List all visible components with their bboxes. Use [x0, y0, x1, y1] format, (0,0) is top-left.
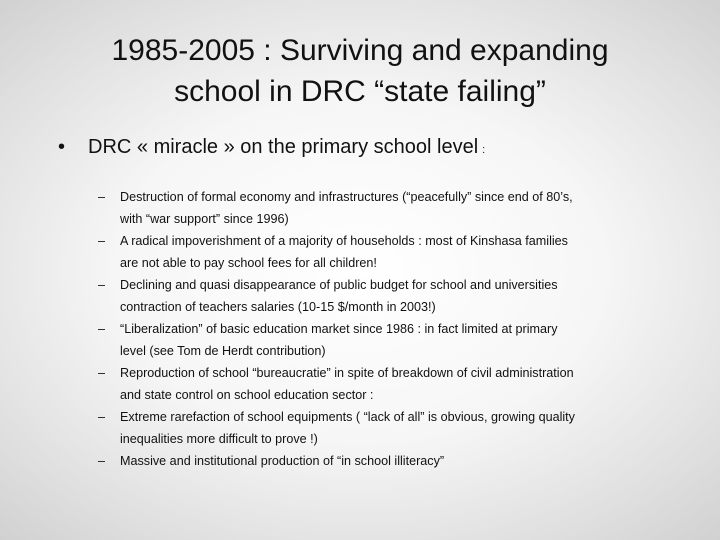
sub-bullet-list [98, 186, 698, 472]
sub-bullet-item [98, 450, 698, 472]
sub-bullet-line: Reproduction of school “bureaucratie” in spite of breakdown of civil administration [120, 366, 574, 380]
dash-icon: – [98, 322, 106, 336]
sub-bullet-item [98, 186, 698, 230]
sub-bullet-line: and state control on school education sector : [120, 388, 374, 402]
sub-bullet-line: Massive and institutional production of “in school illiteracy” [120, 454, 445, 468]
sub-bullet-item [98, 274, 698, 318]
sub-bullet-line: with “war support” since 1996) [120, 212, 289, 226]
dash-icon: – [98, 278, 106, 292]
sub-bullet-line: level (see Tom de Herdt contribution) [120, 344, 326, 358]
sub-bullet-line: A radical impoverishment of a majority of households : most of Kinshasa families [120, 234, 568, 248]
sub-bullet-line: are not able to pay school fees for all children! [120, 256, 377, 270]
dash-icon: – [98, 234, 106, 248]
dash-icon: – [98, 454, 106, 468]
dash-icon: – [98, 366, 106, 380]
main-bullet-colon: : [482, 144, 486, 156]
slide-title-line-2: school in DRC “state failing” [174, 75, 546, 108]
sub-bullet-line: contraction of teachers salaries (10-15 $/month in 2003!) [120, 300, 436, 314]
main-bullet [58, 134, 698, 163]
sub-bullet-line: inequalities more difficult to prove !) [120, 432, 318, 446]
sub-bullet-line: Extreme rarefaction of school equipments ( “lack of all” is obvious, growing quality [120, 410, 575, 424]
sub-bullet-item [98, 362, 698, 406]
slide-title-line-1: 1985-2005 : Surviving and expanding [111, 34, 609, 67]
bullet-dot-icon: • [58, 136, 66, 158]
sub-bullet-item [98, 318, 698, 362]
sub-bullet-item [98, 230, 698, 274]
slide-title [40, 30, 680, 112]
sub-bullet-item [98, 406, 698, 450]
sub-bullet-line: “Liberalization” of basic education market since 1986 : in fact limited at primary [120, 322, 558, 336]
sub-bullet-line: Destruction of formal economy and infrastructures (“peacefully” since end of 80’s, [120, 190, 573, 204]
main-bullet-text: DRC « miracle » on the primary school level [88, 136, 479, 158]
sub-bullet-line: Declining and quasi disappearance of public budget for school and universities [120, 278, 558, 292]
dash-icon: – [98, 190, 106, 204]
dash-icon: – [98, 410, 106, 424]
